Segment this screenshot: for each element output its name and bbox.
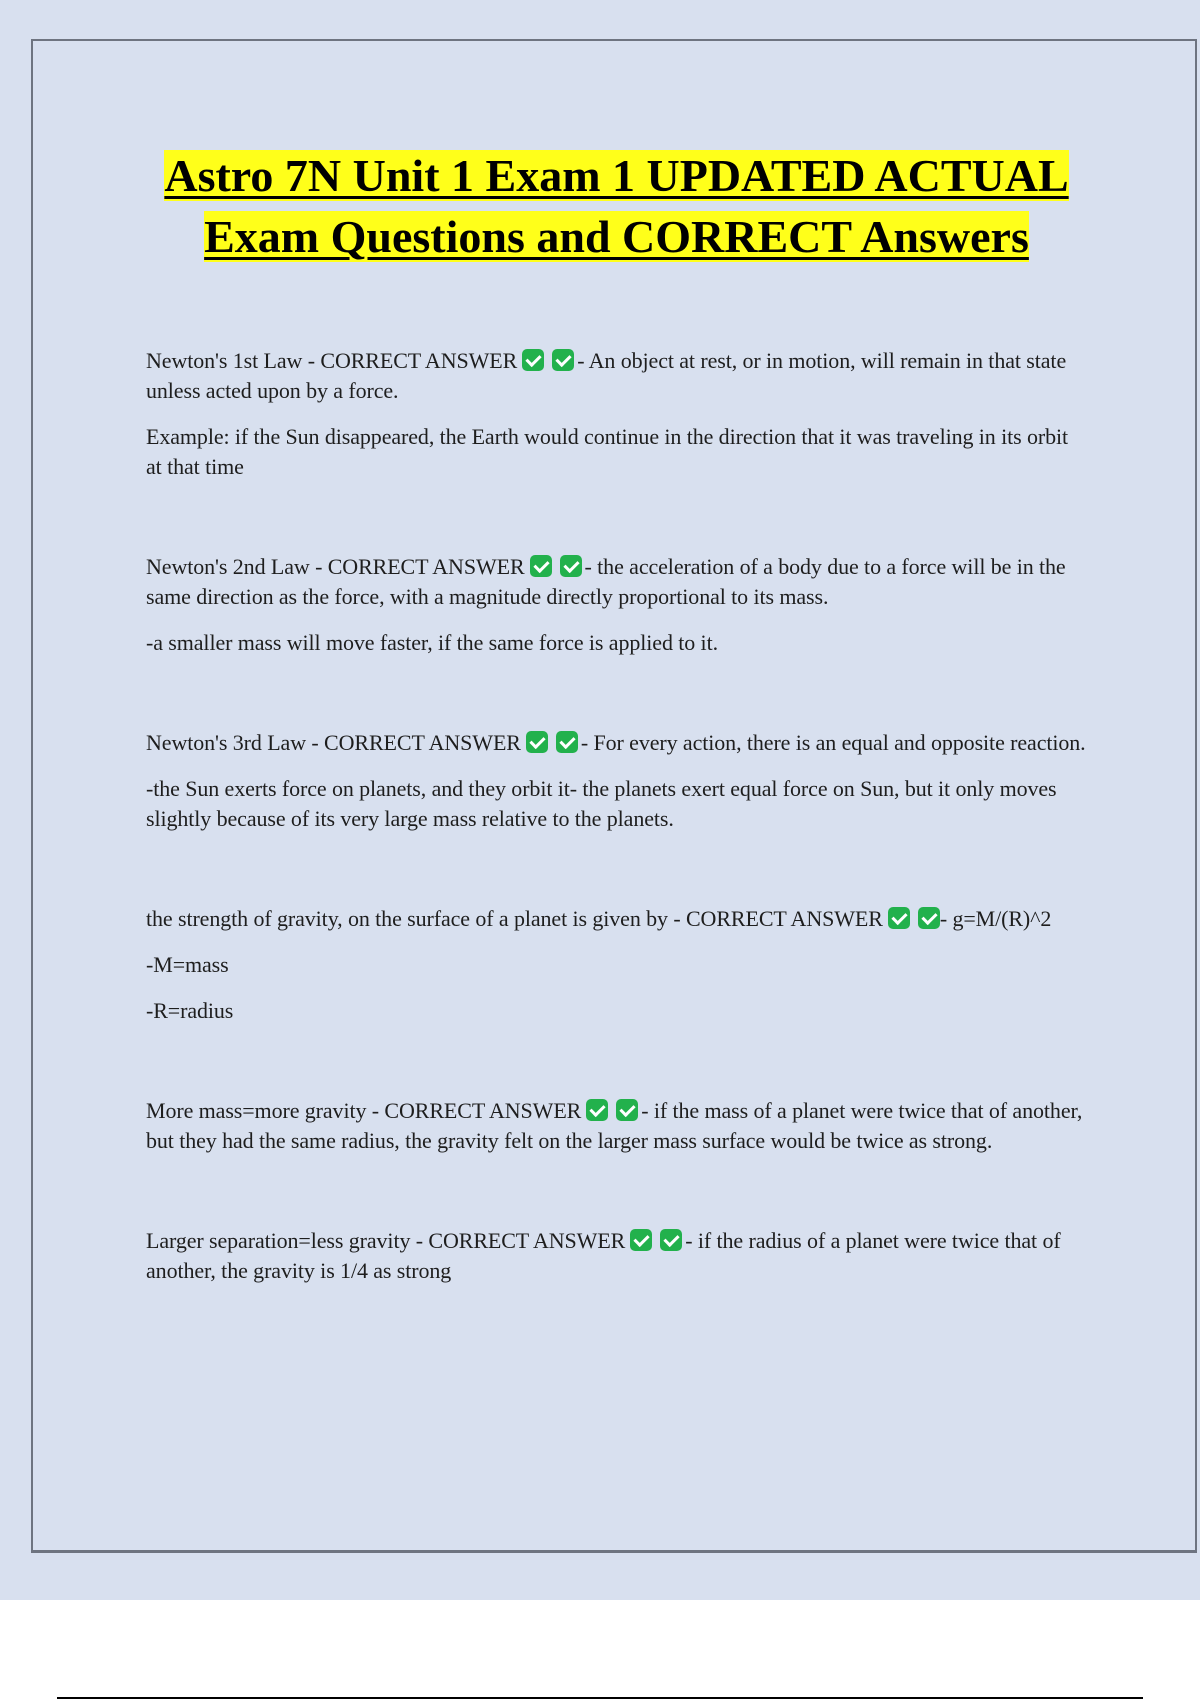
correct-answer-label: CORRECT ANSWER bbox=[428, 1228, 626, 1253]
question-line bbox=[146, 904, 1086, 934]
check-box-icon bbox=[530, 555, 552, 577]
qa-entry bbox=[146, 552, 1086, 658]
check-box-icon bbox=[522, 349, 544, 371]
question-term: Newton's 3rd Law - bbox=[146, 730, 325, 755]
document-title-text: Astro 7N Unit 1 Exam 1 UPDATED ACTUAL Exam Questions and CORRECT Answers bbox=[164, 150, 1069, 262]
check-box-icon bbox=[918, 907, 940, 929]
check-box-icon bbox=[552, 349, 574, 371]
answer-note: Example: if the Sun disappeared, the Earth would continue in the direction that it was traveling in its orbit at that time bbox=[146, 424, 1069, 479]
correct-answer-label: CORRECT ANSWER bbox=[324, 730, 521, 755]
qa-list bbox=[146, 346, 1086, 1356]
correct-answer-label: CORRECT ANSWER bbox=[685, 906, 883, 931]
question-term: More mass=more gravity - bbox=[146, 1098, 385, 1123]
question-line bbox=[146, 1226, 1086, 1286]
question-line bbox=[146, 728, 1086, 758]
answer-note: -the Sun exerts force on planets, and they orbit it- the planets exert equal force on Sun, but it only moves slightly because of its very large mass relative to the planets. bbox=[146, 776, 1057, 831]
question-term: Newton's 1st Law - bbox=[146, 348, 321, 373]
answer-note: -R=radius bbox=[146, 998, 234, 1023]
check-box-icon bbox=[586, 1099, 608, 1121]
correct-answer-label: CORRECT ANSWER bbox=[384, 1098, 582, 1123]
answer-text: - if the radius of a planet were twice that of another, the gravity is 1/4 as strong bbox=[146, 1228, 1061, 1283]
qa-entry bbox=[146, 904, 1086, 1026]
question-line bbox=[146, 552, 1086, 612]
qa-entry bbox=[146, 1226, 1086, 1286]
qa-entry bbox=[146, 728, 1086, 834]
answer-text: - For every action, there is an equal and opposite reaction. bbox=[580, 730, 1086, 755]
footer-rule bbox=[57, 1697, 1143, 1699]
question-term: Larger separation=less gravity - bbox=[146, 1228, 429, 1253]
correct-answer-label: CORRECT ANSWER bbox=[320, 348, 518, 373]
correct-answer-label: CORRECT ANSWER bbox=[327, 554, 525, 579]
question-term: Newton's 2nd Law - bbox=[146, 554, 328, 579]
answer-text: - if the mass of a planet were twice that of another, but they had the same radius, the gravity felt on the larger mass surface would be twice as strong. bbox=[146, 1098, 1083, 1153]
question-term: the strength of gravity, on the surface of a planet is given by - bbox=[146, 906, 686, 931]
check-box-icon bbox=[556, 731, 578, 753]
answer-note: -M=mass bbox=[146, 952, 229, 977]
check-box-icon bbox=[526, 731, 548, 753]
check-box-icon bbox=[660, 1229, 682, 1251]
check-box-icon bbox=[560, 555, 582, 577]
answer-text: - An object at rest, or in motion, will remain in that state unless acted upon by a force. bbox=[146, 348, 1067, 403]
qa-entry bbox=[146, 1096, 1086, 1156]
answer-text: - g=M/(R)^2 bbox=[939, 906, 1052, 931]
answer-note: -a smaller mass will move faster, if the same force is applied to it. bbox=[146, 630, 718, 655]
document-title bbox=[120, 145, 1113, 267]
check-box-icon bbox=[888, 907, 910, 929]
check-box-icon bbox=[616, 1099, 638, 1121]
answer-text: - the acceleration of a body due to a force will be in the same direction as the force, with a magnitude directly proportional to its mass. bbox=[146, 554, 1066, 609]
qa-entry bbox=[146, 346, 1086, 482]
check-box-icon bbox=[630, 1229, 652, 1251]
question-line bbox=[146, 1096, 1086, 1156]
question-line bbox=[146, 346, 1086, 406]
